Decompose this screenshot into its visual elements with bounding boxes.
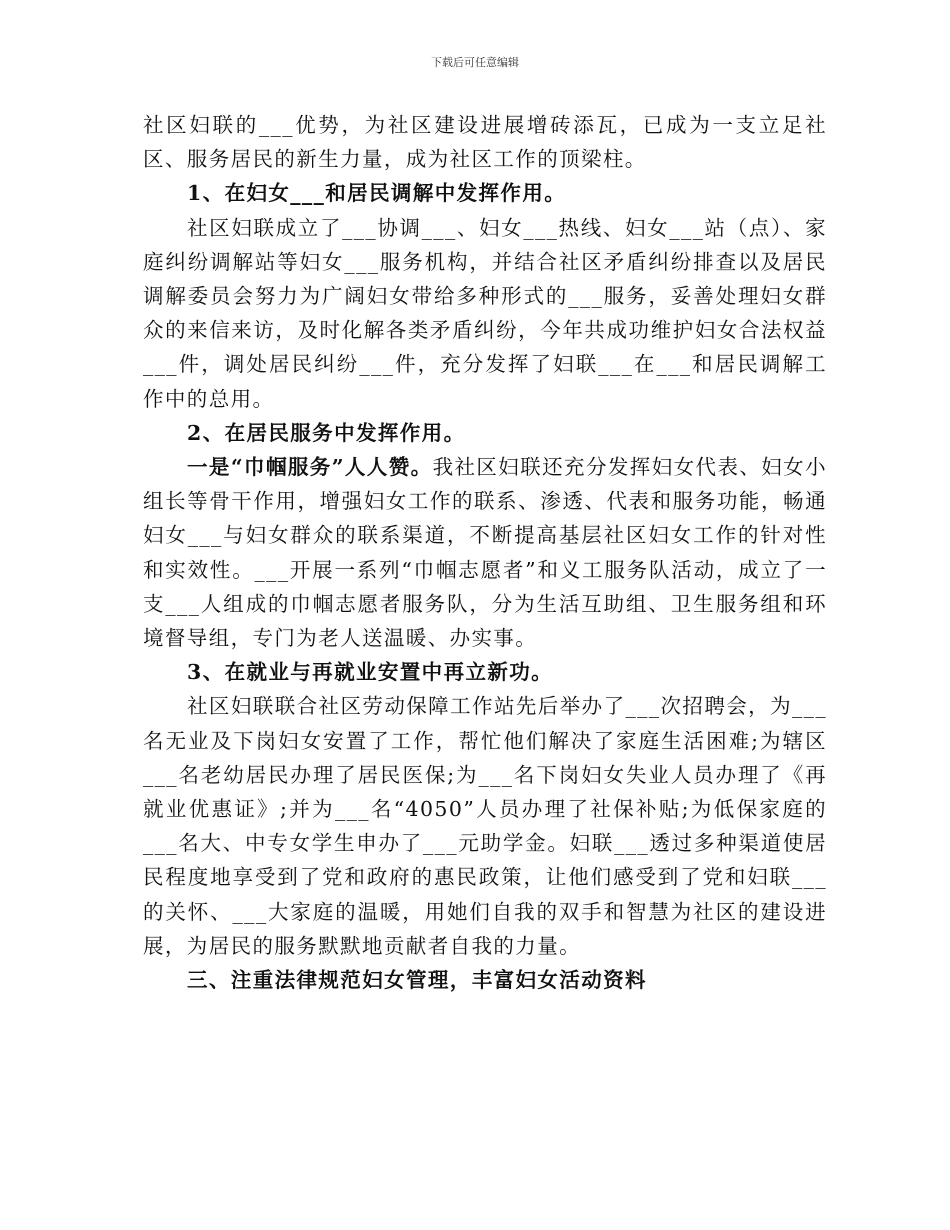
- section-heading-4: 三、注重法律规范妇女管理，丰富妇女活动资料: [187, 968, 647, 993]
- paragraph-lead: 一是“巾帼服务”人人赞。: [187, 455, 433, 480]
- section-heading-3: 3、在就业与再就业安置中再立新功。: [187, 660, 554, 685]
- paragraph-service: [143, 450, 827, 655]
- document-body: [143, 108, 827, 997]
- section-heading-1: 1、在妇女___和居民调解中发挥作用。: [187, 181, 567, 206]
- paragraph-mediation: 社区妇联成立了___协调___、妇女___热线、妇女___站（点）、家庭纠纷调解站等妇女___服务机构，并结合社区矛盾纠纷排查以及居民调解委员会努力为广阔妇女带给多种形式的___服务，妥善处理妇女群众的来信来访，及时化解各类矛盾纠纷，今年共成功维护妇女合法权益___件，调处居民纠纷___件，充分发挥了妇联___在___和居民调解工作中的总用。: [143, 215, 827, 411]
- page-header: 下载后可任意编辑: [431, 56, 519, 69]
- paragraph-intro: 社区妇联的___优势，为社区建设进展增砖添瓦，已成为一支立足社区、服务居民的新生力量，成为社区工作的顶梁柱。: [143, 113, 827, 172]
- section-heading-2: 2、在居民服务中发挥作用。: [187, 420, 466, 445]
- paragraph-service-text: 我社区妇联还充分发挥妇女代表、妇女小组长等骨干作用，增强妇女工作的联系、渗透、代表和服务功能，畅通妇女___与妇女群众的联系渠道，不断提高基层社区妇女工作的针对性和实效性。___开展一系列“巾帼志愿者”和义工服务队活动，成立了一支___人组成的巾帼志愿者服务队，分为生活互助组、卫生服务组和环境督导组，专门为老人送温暖、办实事。: [143, 455, 827, 651]
- paragraph-employment: 社区妇联联合社区劳动保障工作站先后举办了___次招聘会，为___名无业及下岗妇女安置了工作，帮忙他们解决了家庭生活困难;为辖区___名老幼居民办理了居民医保;为___名下岗妇女失业人员办理了《再就业优惠证》;并为___名“4050”人员办理了社保补贴;为低保家庭的___名大、中专女学生申办了___元助学金。妇联___透过多种渠道使居民程度地享受到了党和政府的惠民政策，让他们感受到了党和妇联___的关怀、___大家庭的温暖，用她们自我的双手和智慧为社区的建设进展，为居民的服务默默地贡献者自我的力量。: [143, 694, 827, 958]
